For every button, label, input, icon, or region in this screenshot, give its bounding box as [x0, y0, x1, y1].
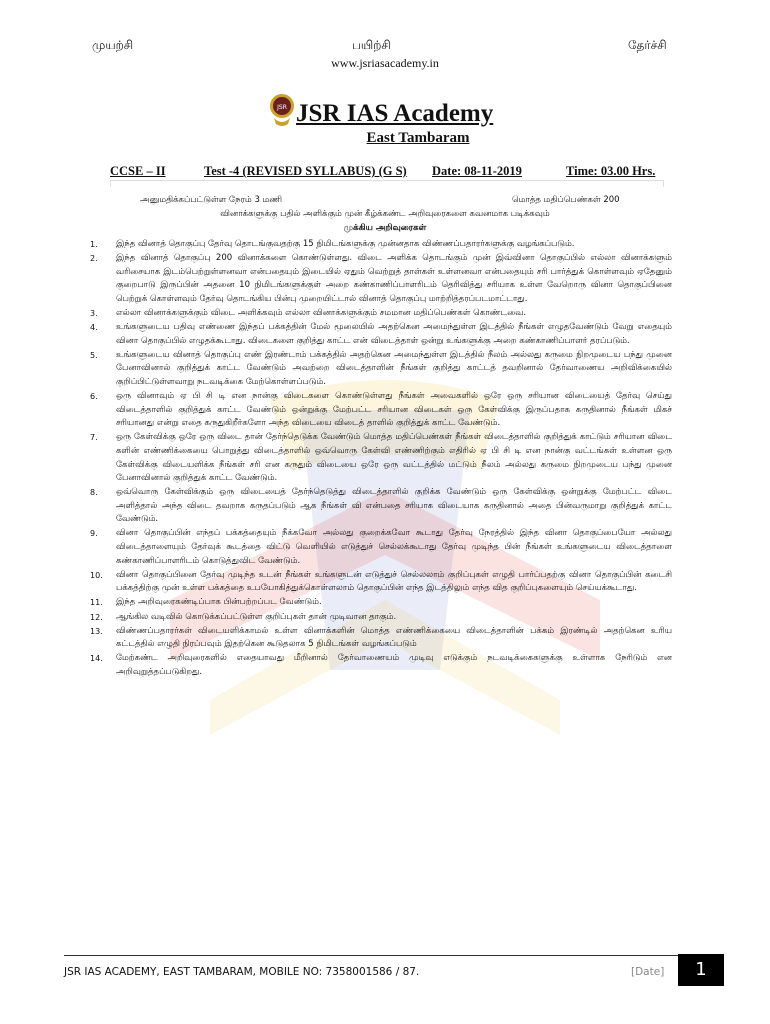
instruction-number: 7.: [90, 433, 98, 443]
content-border: [110, 180, 664, 187]
instruction-item: [90, 238, 672, 252]
test-name: Test -4 (REVISED SYLLABUS) (G S): [204, 164, 407, 178]
instruction-text: உங்களுடைய வினாத் தொகுப்பு எண் இரண்டாம் பக்கத்தில் அதற்கென அமைந்துள்ள இடத்தில் நீலம் அல்லது கருமை நிறமுடைய பந்து முனை பேனாவினால் குறித்துக் காட்ட வேண்டும் அவற்றை விடைத்தாளின் நீங்கள் குறித்து காட்டத் தவறினால் தேர்வாணைய அறிவிக்கையில் குறிப்பிட்டுள்ளவாறு நடவடிக்கை மேற்கொள்ளப்படும்.: [116, 349, 672, 387]
instruction-text: விண்ணப்பதாரர்கள் விடையளிக்காமல் உள்ள வினாக்களின் மொத்த எண்ணிக்கையை விடைத்தாளின் பக்கம் இரண்டில் அதற்கென உரிய கட்டத்தில் எழுதி நிரப்பவும் இதற்கென கூடுதலாக 5 நிமிடங்கள் வழங்கப்படும்: [116, 625, 672, 650]
logo-text: JSR: [277, 104, 287, 111]
instruction-text: இந்த அறிவுரைகண்டிப்பாக பின்பற்றப்பட வேண்டும்.: [116, 597, 322, 608]
footer-contact-text: JSR IAS ACADEMY, EAST TAMBARAM, MOBILE NO: 7358001586 / 87.: [64, 966, 420, 978]
instructions-list: [90, 238, 672, 680]
read-instructions-note: வினாக்களுக்கு பதில் அளிக்கும் முன் கீழ்க்கண்ட அறிவுரைகளை கவனமாக படிக்கவும்: [220, 209, 550, 219]
branch-name: East Tambaram: [366, 130, 470, 146]
instruction-item: [90, 625, 672, 652]
instruction-number: 5.: [90, 350, 98, 360]
instruction-text: மேற்கண்ட அறிவுரைகளில் எதையாவது மீறினால் தேர்வாணையம் முடிவு எடுக்கும் நடவடிக்கைகளுக்கு உள்ளாக நேரிடும் என அறிவுறுத்தப்படுகிறது.: [116, 653, 672, 677]
instruction-item: [90, 431, 672, 485]
instruction-number: 1.: [90, 240, 98, 249]
instruction-text: ஒரு கேள்விக்கு ஒரே ஒரு விடை தான் தேர்ந்தெடுக்க வேண்டும் மொத்த மதிப்பெண்கள் நீங்கள் விடைத்தாளில் குறித்துக் காட்டும் சரியான விடை களின் எண்ணிக்கையை பொறுத்து விடைத்தாளில் ஒவ்வொரு கேள்வி எண்ணிற்கும் எதிரில் ஏ பி சி டி என நான்கு வட்டங்கள் உள்ளன ஒரு கேள்விக்கு விடையளிக்க நீங்கள் சரி என கருதும் விடையை ஒரே ஒரு வட்டத்தில் மட்டும் நீலம் அல்லது கருமை நிறமுடைய பந்து முனை பேனாவினால் குறித்துக் காட்ட வேண்டும்.: [116, 432, 672, 484]
instruction-item: [90, 652, 672, 679]
academy-logo: [268, 90, 296, 128]
instruction-number: 2.: [90, 254, 98, 264]
footer-divider: [64, 955, 678, 956]
instruction-text: உங்களுடைய பதிவு எண்ணை இந்தப் பக்கத்தின் மேல் மூலையில் அதற்கென அமைந்துள்ள இடத்தில் நீங்கள் எழுதவேண்டும் வேறு எதையும் வினா தொகுப்பில் எழுதக்கூடாது. விடைகளை குறித்து காட்ட என் விடைத்தாள் ஒன்று உங்களுக்கு அறை கண்காணிப்பாளர் தரப்படும்.: [116, 322, 672, 346]
instruction-number: 6.: [90, 392, 98, 402]
test-date: Date: 08-11-2019: [432, 164, 522, 178]
instruction-number: 3.: [90, 308, 98, 318]
instruction-number: 4.: [90, 323, 98, 333]
test-time: Time: 03.00 Hrs.: [566, 164, 656, 178]
motto-practice: பயிற்சி: [352, 38, 391, 52]
instruction-number: 11.: [90, 598, 103, 608]
instruction-text: ஒவ்வொரு கேள்விக்கும் ஒரு விடையைத் தேர்ந்தெடுத்து விடைத்தாளில் குறிக்க வேண்டும் ஒரு கேள்விக்கு ஒன்றுக்கு மேற்பட்ட விடை அளித்தால் அந்த விடை தவறாக கருதப்படும் ஆக நீங்கள் வி என்பதை சரியாக விடையாக கருதினால் அதை பின்வருமாறு குறித்துக் காட்ட வேண்டும்.: [116, 487, 672, 525]
instruction-text: வினா தொகுப்பினை தேர்வு முடிந்த உடன் நீங்கள் உங்களுடன் எடுத்துச் செல்லலாம் குறிப்புகள் எழுதி பார்ப்பதற்கு வினா தொகுப்பின் கடைசி பக்கத்திற்கு முன் உள்ள பக்கத்தை உபயோகித்துக்கொள்ளலாம் தொகுப்பின் எந்த இடத்திலும் எந்த வித குறிப்புகளையும் செய்யக்கூடாது.: [116, 569, 672, 594]
website-url: www.jsriasacademy.in: [331, 56, 439, 70]
instruction-number: 10.: [90, 570, 103, 580]
instruction-item: [90, 349, 672, 390]
instruction-item: [90, 611, 672, 625]
instruction-number: 9.: [90, 529, 98, 539]
instruction-number: 8.: [90, 488, 98, 498]
instruction-item: [90, 252, 672, 306]
instruction-number: 12.: [90, 612, 103, 622]
page-footer: [64, 959, 707, 988]
max-marks-text: மொத்த மதிப்பெண்கள் 200: [512, 195, 620, 205]
footer-date-placeholder: [Date]: [631, 966, 665, 978]
academy-name: JSR IAS Academy: [296, 100, 494, 127]
duration-text: அனுமதிக்கப்பட்டுள்ள நேரம் 3 மணி: [140, 195, 283, 205]
instruction-item: [90, 527, 672, 568]
page-number: 1: [678, 954, 724, 986]
course-name: CCSE – II: [110, 164, 166, 178]
instruction-text: எல்லா வினாக்களுக்கும் விடை அளிக்கவும் எல்லா வினாக்களுக்கும் சமமான மதிப்பெண்கள் கொண்டவை.: [116, 307, 527, 318]
instruction-number: 13.: [90, 626, 103, 636]
instruction-text: இந்த வினாத் தொகுப்பு தேர்வு தொடங்குவதற்கு 15 நிமிடங்களுக்கு முன்னதாக விண்ணப்பதாரர்களுக்கு வழங்கப்படும்.: [116, 239, 575, 249]
instruction-text: ஒரு வினாவும் ஏ பி சி டி என நான்கு விடைகளை கொண்டுள்ளது நீங்கள் அவைகளில் ஒரே ஒரு சரியான விடையைத் தேர்வு செய்து விடைத்தாளில் குறித்துக் காட்ட வேண்டும் ஒன்றுக்கு மேற்பட்ட சரியான விடைகள் ஒரு கேள்விக்கு இருப்பதாக கருதினால் நீங்கள் மிகச் சரியானது என்று எதை கருதுகிறீர்களோ அந்த விடையை விடைத் தாளில் குறித்துக் காட்ட வேண்டும்.: [116, 391, 672, 429]
instruction-item: [90, 569, 672, 596]
instruction-item: [90, 486, 672, 527]
instruction-item: [90, 321, 672, 348]
motto-effort: முயற்சி: [92, 38, 134, 52]
instruction-number: 14.: [90, 654, 103, 664]
instructions-heading: முக்கிய அறிவுரைகள்: [343, 223, 427, 233]
instruction-text: ஆங்கில வடிவில் கொடுக்கப்பட்டுள்ள குறிப்புகள் தான் முடிவான தாகும்.: [116, 611, 397, 622]
instruction-item: [90, 307, 672, 321]
motto-success: தேர்ச்சி: [628, 38, 667, 52]
instruction-item: [90, 390, 672, 431]
instruction-text: வினா தொகுப்பின் எந்தப் பக்கத்தையும் நீக்கவோ அல்லது குறைக்கவோ கூடாது தேர்வு நேரத்தில் இந்த வினா தொகுப்பையோ அல்லது விடைத்தாளையும் தேர்வுக் கூடத்தை விட்டு வெளியில் எடுத்துச் செல்லக்கூடாது தேர்வு முடிந்த பின் நீங்கள் உங்களுடைய விடைத்தாளை கண்காணிப்பாளரிடம் கொடுத்துவிட வேண்டும்.: [116, 528, 672, 566]
instruction-text: இந்த வினாத் தொகுப்பு 200 வினாக்களை கொண்டுள்ளது. விடை அளிக்க தொடங்கும் முன் இவ்வினா தொகுப்பில் எல்லா வினாக்களும் வரிசையாக இடம்பெற்றுள்ளனவா என்பதையும் இடையில் ஏதும் வெற்றுத் தாள்கள் உள்ளனவா என்பதையும் சரி பார்த்துக் கொள்ளவும் ஏதேனும் குறைபாடு இருப்பின் அதனை 10 நிமிடங்களுக்குள் அறை கண்காணிப்பாளரிடம் தெரிவித்து சரியாக உள்ள வேறொரு வினா தொகுப்பினை பெற்றுக் கொள்ளவும் தேர்வு தொடங்கிய பின்பு முறையிட்டால் வினாத் தொகுப்பு மாற்றித்தரப்படமாட்டாது.: [116, 253, 672, 304]
instruction-item: [90, 596, 672, 610]
